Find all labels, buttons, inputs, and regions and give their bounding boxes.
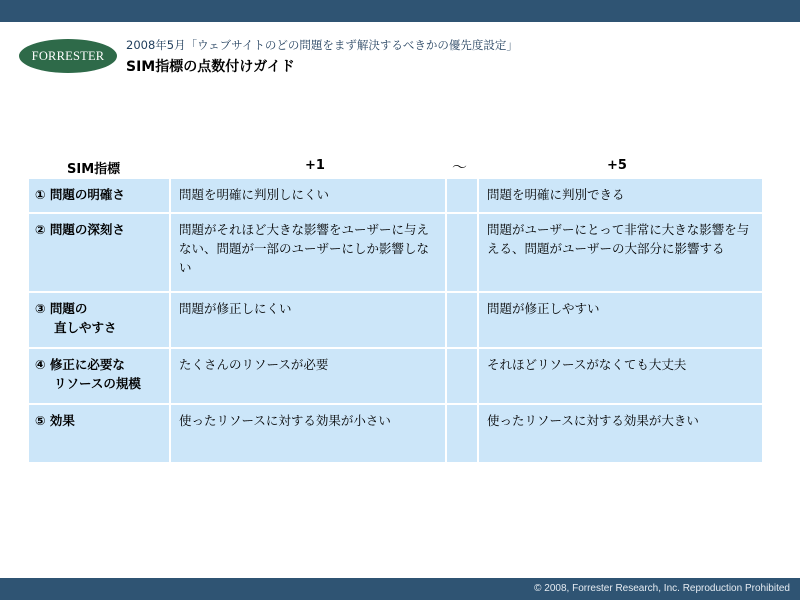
row-label-line1: ④ 修正に必要な bbox=[35, 357, 125, 372]
row-high-text: それほどリソースがなくても大丈夫 bbox=[479, 349, 762, 403]
page-title: SIM指標の点数付けガイド bbox=[126, 59, 295, 75]
row-label bbox=[29, 179, 169, 212]
copyright-text: © 2008, Forrester Research, Inc. Reproduction Prohibited bbox=[534, 583, 790, 594]
row-low-text: 問題が修正しにくい bbox=[171, 293, 445, 347]
row-label bbox=[29, 214, 169, 291]
row-high-text: 問題がユーザーにとって非常に大きな影響を与える、問題がユーザーの大部分に影響する bbox=[479, 214, 762, 291]
row-low-text: 問題を明確に判別しにくい bbox=[171, 179, 445, 212]
row-gap-cell bbox=[447, 293, 477, 347]
row-label-line2: 直しやすさ bbox=[54, 320, 117, 335]
row-label bbox=[29, 405, 169, 462]
row-label-line1: ③ 問題の bbox=[35, 301, 88, 316]
row-low-text: 問題がそれほど大きな影響をユーザーに与えない、問題が一部のユーザーにしか影響しない bbox=[171, 214, 445, 291]
forrester-logo bbox=[19, 39, 117, 73]
logo-text: FORRESTER bbox=[31, 48, 105, 63]
column-header-max: +5 bbox=[607, 158, 627, 173]
top-bar bbox=[0, 0, 800, 22]
row-gap-cell bbox=[447, 349, 477, 403]
scoring-table bbox=[29, 179, 762, 462]
row-low-text: たくさんのリソースが必要 bbox=[171, 349, 445, 403]
column-header-min: +1 bbox=[305, 158, 325, 173]
column-header-tilde: ～ bbox=[452, 158, 468, 176]
column-header-sim: SIM指標 bbox=[67, 162, 121, 177]
row-high-text: 問題が修正しやすい bbox=[479, 293, 762, 347]
subtitle: 2008年5月「ウェブサイトのどの問題をまず解決するべきかの優先度設定」 bbox=[126, 38, 518, 52]
row-gap-cell bbox=[447, 214, 477, 291]
row-label-line1: ⑤ 効果 bbox=[35, 413, 75, 428]
row-low-text: 使ったリソースに対する効果が小さい bbox=[171, 405, 445, 462]
row-label-line1: ② 問題の深刻さ bbox=[35, 222, 125, 237]
row-gap-cell bbox=[447, 405, 477, 462]
footer-bar bbox=[0, 578, 800, 600]
row-high-text: 問題を明確に判別できる bbox=[479, 179, 762, 212]
row-label-line1: ① 問題の明確さ bbox=[35, 187, 125, 202]
row-label bbox=[29, 293, 169, 347]
row-high-text: 使ったリソースに対する効果が大きい bbox=[479, 405, 762, 462]
row-gap-cell bbox=[447, 179, 477, 212]
row-label bbox=[29, 349, 169, 403]
row-label-line2: リソースの規模 bbox=[54, 376, 141, 391]
